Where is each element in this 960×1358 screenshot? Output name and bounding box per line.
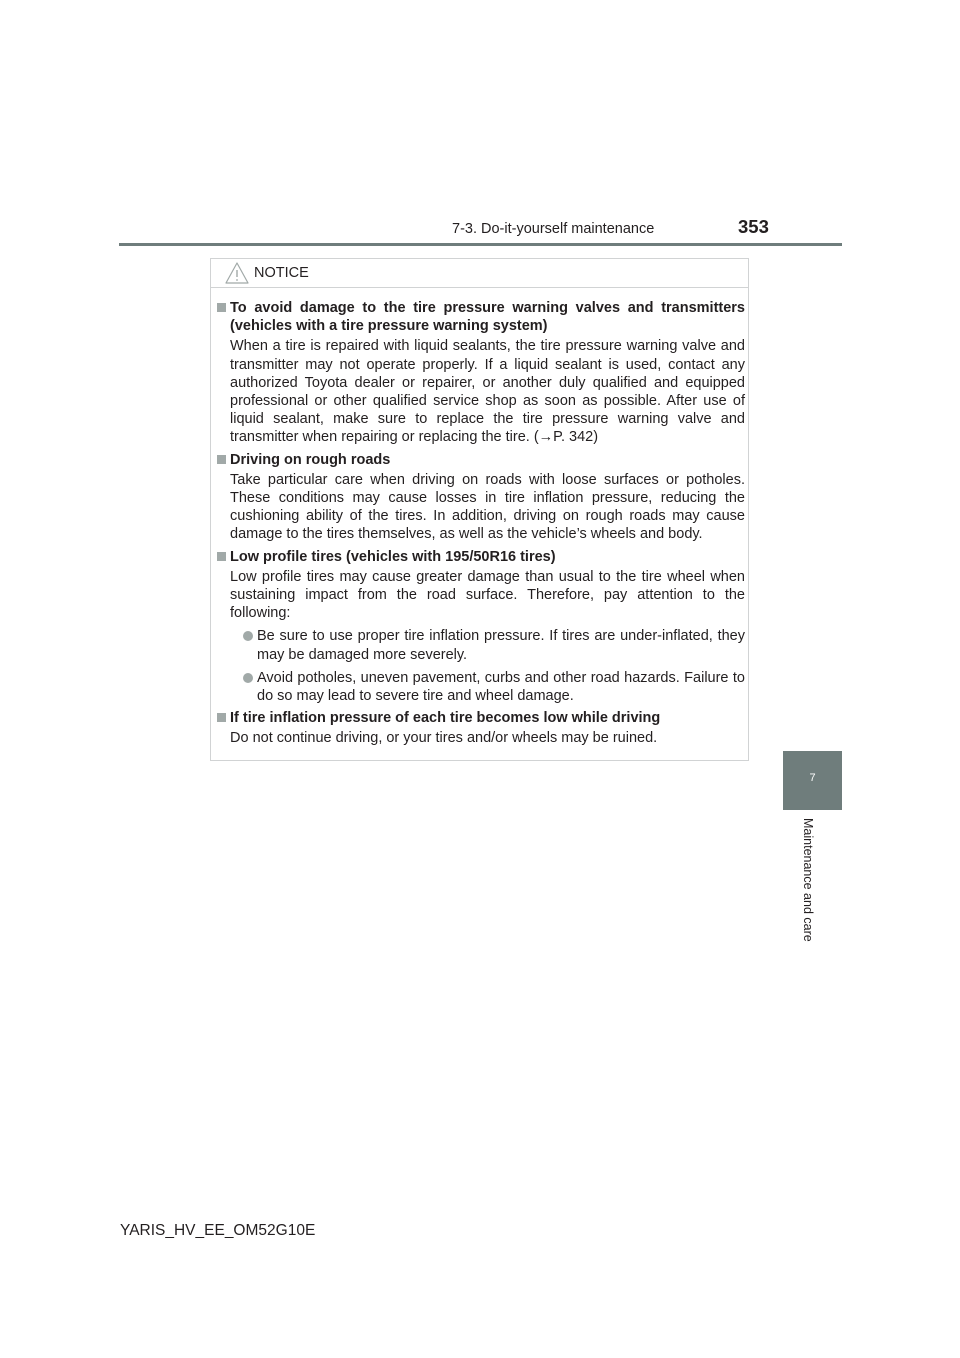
notice-bullet-item xyxy=(230,669,745,705)
square-bullet-icon xyxy=(217,303,226,312)
notice-section xyxy=(216,451,745,544)
notice-section xyxy=(216,299,745,447)
notice-section-text: Low profile tires may cause greater damage than usual to the tire wheel when sustaining impact from the road surface. Therefore, pay attention to the following: xyxy=(230,568,745,622)
notice-bullet-item xyxy=(230,627,745,663)
notice-section-text: When a tire is repaired with liquid sealants, the tire pressure warning valve and transmitter may not operate properly. If a liquid sealant is used, contact any authorized Toyota dealer or repairer, or another duly qualified and equipped professional or other qualified service shop as soon as possible. After use of liquid sealant, make sure to replace the tire pressure warning valve and transmitter when repairing or replacing the tire. (→P. 342) xyxy=(230,338,745,446)
chapter-label: Maintenance and care xyxy=(801,818,815,942)
notice-section-title: To avoid damage to the tire pressure warning valves and transmitters (vehicles with a tire pressure warning system) xyxy=(230,300,745,335)
notice-section-title: Driving on rough roads xyxy=(230,451,391,468)
notice-section-title: If tire inflation pressure of each tire becomes low while driving xyxy=(230,710,661,727)
circle-bullet-icon xyxy=(243,631,253,641)
notice-section-text: Do not continue driving, or your tires and/or wheels may be ruined. xyxy=(230,730,658,747)
section-title: 7-3. Do-it-yourself maintenance xyxy=(452,221,655,237)
notice-section-title: Low profile tires (vehicles with 195/50R16 tires) xyxy=(230,548,556,565)
notice-body xyxy=(216,299,745,752)
chapter-tab xyxy=(783,751,842,810)
notice-section-text: Take particular care when driving on roads with loose surfaces or potholes. These conditions may cause losses in tire inflation pressure, reducing the cushioning ability of the tires. In addition, driving on rough roads may cause damage to the tires themselves, as well as the vehicle’s wheels and body. xyxy=(230,471,745,543)
square-bullet-icon xyxy=(217,552,226,561)
notice-bullet-text: Be sure to use proper tire inflation pressure. If tires are under-inflated, they may be damaged more severely. xyxy=(257,628,745,663)
warning-triangle-icon xyxy=(225,261,249,285)
square-bullet-icon xyxy=(217,455,226,464)
notice-bullet-text: Avoid potholes, uneven pavement, curbs and other road hazards. Failure to do so may lead to severe tire and wheel damage. xyxy=(257,669,745,705)
page-number: 353 xyxy=(738,216,769,237)
notice-section xyxy=(216,548,745,706)
notice-box xyxy=(210,258,749,761)
notice-label: NOTICE xyxy=(254,265,309,281)
notice-section xyxy=(216,709,745,747)
header-divider xyxy=(119,243,842,246)
square-bullet-icon xyxy=(217,713,226,722)
circle-bullet-icon xyxy=(243,673,253,683)
notice-header-divider xyxy=(211,287,748,288)
chapter-number: 7 xyxy=(809,772,816,784)
document-code: YARIS_HV_EE_OM52G10E xyxy=(120,1222,316,1239)
